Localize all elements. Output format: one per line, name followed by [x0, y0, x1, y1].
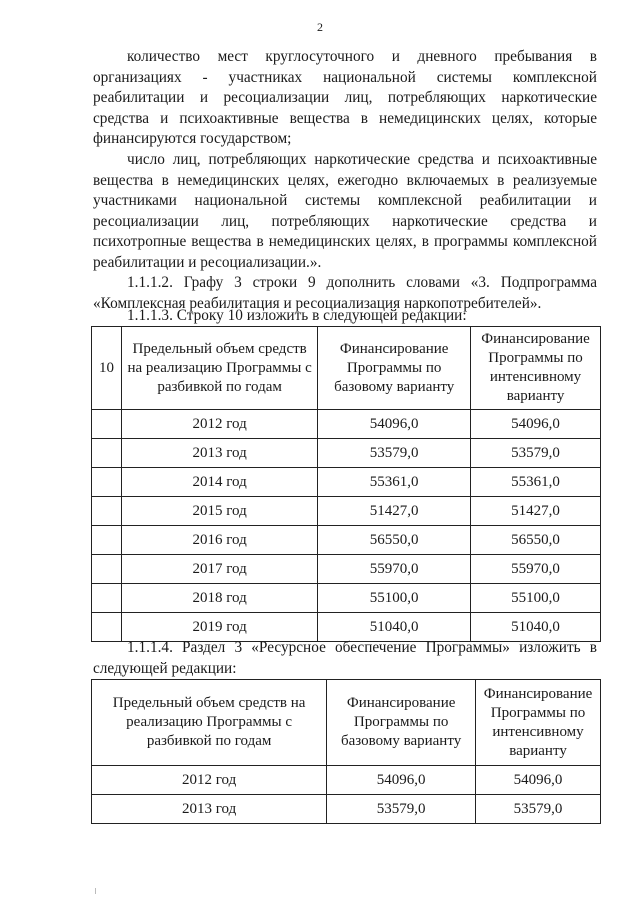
empty-cell [92, 497, 122, 526]
paragraph-persons-count: число лиц, потребляющих наркотические средства и психоактивные вещества в немедицинских целях, ежегодно включаемых в реализуемые участниками национальной системы комплексной реабилитации и ресоциализации лиц, потребляющих наркотические средства и психотропные вещества в немедицинских целях, в программы комплексной реабилитации и ресоциализации.». [93, 151, 597, 271]
header-base-financing: Финансирование Программы по базовому варианту [327, 680, 476, 766]
table-header-row [92, 327, 601, 410]
empty-cell [92, 468, 122, 497]
intensive-value-cell: 56550,0 [471, 526, 601, 555]
paragraph-item-1-1-1-2: 1.1.1.2. Графу 3 строки 9 дополнить словами «3. Подпрограмма «Комплексная реабилитация и ресоциализация наркопотребителей». [93, 274, 597, 312]
table-row-10-financing [91, 326, 601, 642]
year-cell: 2015 год [121, 497, 317, 526]
table-row [92, 526, 601, 555]
empty-cell [92, 555, 122, 584]
table-row [92, 410, 601, 439]
intensive-value-cell: 53579,0 [476, 795, 601, 824]
empty-cell [92, 439, 122, 468]
header-intensive-financing: Финансирование Программы по интенсивному варианту [476, 680, 601, 766]
table-row [92, 439, 601, 468]
table-row [92, 555, 601, 584]
year-cell: 2014 год [121, 468, 317, 497]
year-cell: 2012 год [121, 410, 317, 439]
paragraph-item-1-1-1-3: 1.1.1.3. Строку 10 изложить в следующей редакции: [127, 307, 467, 324]
base-value-cell: 53579,0 [318, 439, 471, 468]
intensive-value-cell: 51427,0 [471, 497, 601, 526]
empty-cell [92, 410, 122, 439]
scan-mark [95, 888, 96, 894]
intensive-value-cell: 55970,0 [471, 555, 601, 584]
empty-cell [92, 526, 122, 555]
paragraph-places-count: количество мест круглосуточного и дневного пребывания в организациях - участниках национальной системы комплексной реабилитации и ресоциализации лиц, потребляющих наркотические средства и психоактивные вещества в немедицинских целях, которые финансируются государством; [93, 48, 597, 147]
header-limit-funds: Предельный объем средств на реализацию Программы с разбивкой по годам [92, 680, 327, 766]
year-cell: 2012 год [92, 766, 327, 795]
intensive-value-cell: 54096,0 [476, 766, 601, 795]
paragraph-item-1-1-1-4: 1.1.1.4. Раздел 3 «Ресурсное обеспечение Программы» изложить в следующей редакции: [93, 639, 597, 677]
base-value-cell: 53579,0 [327, 795, 476, 824]
base-value-cell: 51040,0 [318, 613, 471, 642]
intensive-value-cell: 51040,0 [471, 613, 601, 642]
year-cell: 2016 год [121, 526, 317, 555]
empty-cell [92, 584, 122, 613]
base-value-cell: 51427,0 [318, 497, 471, 526]
year-cell: 2017 год [121, 555, 317, 584]
base-value-cell: 55100,0 [318, 584, 471, 613]
table-row [92, 468, 601, 497]
table-row [92, 497, 601, 526]
table-section-3-resources [91, 679, 601, 824]
base-value-cell: 56550,0 [318, 526, 471, 555]
table-row [92, 795, 601, 824]
intensive-value-cell: 55100,0 [471, 584, 601, 613]
year-cell: 2019 год [121, 613, 317, 642]
row-number-cell: 10 [92, 327, 122, 410]
base-value-cell: 54096,0 [318, 410, 471, 439]
intensive-value-cell: 53579,0 [471, 439, 601, 468]
header-intensive-financing: Финансирование Программы по интенсивному варианту [471, 327, 601, 410]
table-header-row [92, 680, 601, 766]
table-row [92, 766, 601, 795]
header-limit-funds: Предельный объем средств на реализацию Программы с разбивкой по годам [121, 327, 317, 410]
page-number: 2 [317, 20, 323, 34]
base-value-cell: 55361,0 [318, 468, 471, 497]
intensive-value-cell: 54096,0 [471, 410, 601, 439]
intensive-value-cell: 55361,0 [471, 468, 601, 497]
base-value-cell: 55970,0 [318, 555, 471, 584]
year-cell: 2013 год [121, 439, 317, 468]
base-value-cell: 54096,0 [327, 766, 476, 795]
table-row [92, 584, 601, 613]
header-base-financing: Финансирование Программы по базовому варианту [318, 327, 471, 410]
year-cell: 2013 год [92, 795, 327, 824]
year-cell: 2018 год [121, 584, 317, 613]
